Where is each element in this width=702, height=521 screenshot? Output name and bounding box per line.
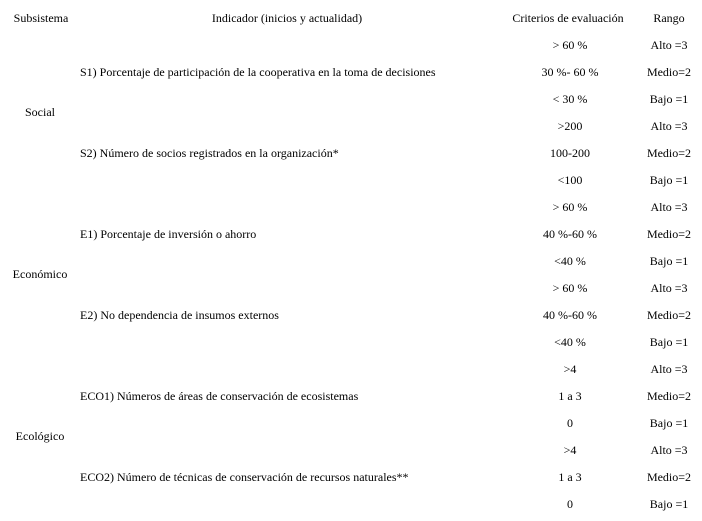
subsystem-social: Social <box>25 105 55 119</box>
indicator-e2-label: E2) No dependencia de insumos externos <box>80 308 279 322</box>
subsystem-economico: Económico <box>12 267 68 281</box>
header-subsistema: Subsistema <box>13 11 69 25</box>
header-indicador: Indicador (inicios y actualidad) <box>211 11 363 25</box>
range-cell: Alto =3 <box>650 281 688 295</box>
range-cell: Medio=2 <box>646 65 692 79</box>
range-cell: Alto =3 <box>650 119 688 133</box>
criteria-cell: 1 a 3 <box>558 389 582 403</box>
criteria-cell: 0 <box>567 416 573 430</box>
subsystem-ecologico: Ecológico <box>15 429 65 443</box>
header-criterios: Criterios de evaluación <box>512 11 624 25</box>
range-cell: Alto =3 <box>650 362 688 376</box>
criteria-cell: 100-200 <box>550 146 590 160</box>
criteria-cell: < 30 % <box>552 92 588 106</box>
indicator-s2-label: S2) Número de socios registrados en la organización* <box>80 146 339 160</box>
criteria-cell: 30 %- 60 % <box>541 65 599 79</box>
range-cell: Bajo =1 <box>649 497 689 511</box>
range-cell: Bajo =1 <box>649 92 689 106</box>
range-cell: Medio=2 <box>646 389 692 403</box>
indicator-eco1-label: ECO1) Números de áreas de conservación de ecosistemas <box>80 389 359 403</box>
range-cell: Medio=2 <box>646 308 692 322</box>
criteria-cell: >4 <box>563 443 577 457</box>
range-cell: Bajo =1 <box>649 173 689 187</box>
criteria-cell: > 60 % <box>552 281 588 295</box>
criteria-cell: <40 % <box>554 254 586 268</box>
indicator-s1-label: S1) Porcentaje de participación de la cooperativa en la toma de decisiones <box>80 65 436 79</box>
range-cell: Alto =3 <box>650 200 688 214</box>
range-cell: Medio=2 <box>646 470 692 484</box>
range-cell: Bajo =1 <box>649 254 689 268</box>
criteria-cell: <100 <box>557 173 583 187</box>
criteria-cell: <40 % <box>554 335 586 349</box>
range-cell: Medio=2 <box>646 146 692 160</box>
indicator-e1-label: E1) Porcentaje de inversión o ahorro <box>80 227 257 241</box>
range-cell: Alto =3 <box>650 38 688 52</box>
criteria-cell: 0 <box>567 497 573 511</box>
criteria-cell: > 60 % <box>552 38 588 52</box>
range-cell: Bajo =1 <box>649 416 689 430</box>
range-cell: Medio=2 <box>646 227 692 241</box>
header-rango: Rango <box>653 11 685 25</box>
criteria-cell: > 60 % <box>552 200 588 214</box>
criteria-cell: >4 <box>563 362 577 376</box>
criteria-cell: 1 a 3 <box>558 470 582 484</box>
range-cell: Alto =3 <box>650 443 688 457</box>
indicator-eco2-label: ECO2) Número de técnicas de conservación de recursos naturales** <box>80 470 409 484</box>
range-cell: Bajo =1 <box>649 335 689 349</box>
criteria-cell: >200 <box>557 119 583 133</box>
criteria-cell: 40 %-60 % <box>543 227 597 241</box>
criteria-cell: 40 %-60 % <box>543 308 597 322</box>
